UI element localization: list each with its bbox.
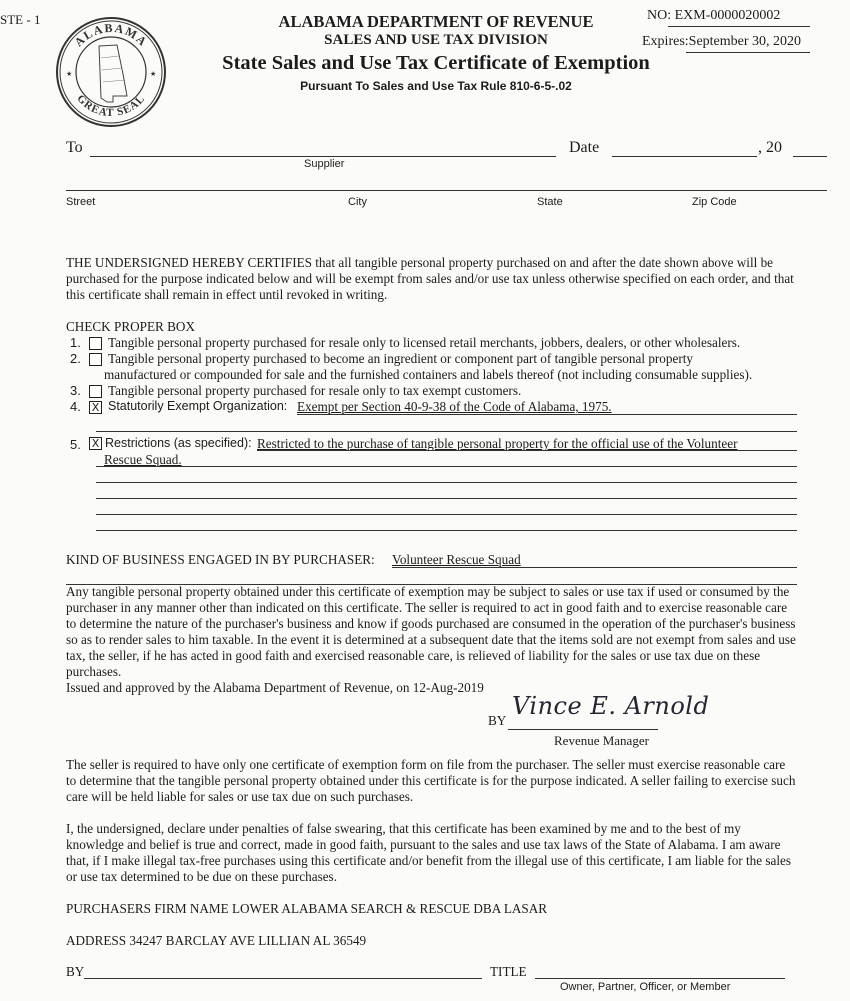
title-caption: Owner, Partner, Officer, or Member bbox=[560, 981, 731, 993]
svg-text:ALABAMA: ALABAMA bbox=[71, 20, 151, 50]
purchaser-signature-field[interactable] bbox=[84, 978, 482, 979]
option-5-number: 5. bbox=[70, 437, 81, 452]
option-2-text: Tangible personal property purchased to become an ingredient or component part of tangible personal property bbox=[108, 351, 693, 366]
option-4-text: Statutorily Exempt Organization: bbox=[108, 399, 288, 413]
option-4-fill: Exempt per Section 40-9-38 of the Code of Alabama, 1975. bbox=[297, 399, 612, 414]
false-swearing-declaration: I, the undersigned, declare under penalties of false swearing, that this certificate has been examined by me and to the best of my knowledge and belief is true and correct, made in good faith, pursuant to the sales and use tax laws of the State of Alabama. I am aware that, if I make illegal tax-free purchases using this certificate and/or benefit from the illegal use of this certificate, I am liable for the sales or use tax determined to be due on these purchases. bbox=[66, 821, 792, 884]
purchaser-firm: PURCHASERS FIRM NAME LOWER ALABAMA SEARCH & RESCUE DBA LASAR bbox=[66, 901, 548, 916]
zip-caption: Zip Code bbox=[692, 196, 737, 208]
option-1-text: Tangible personal property purchased for resale only to licensed retail merchants, jobbers, dealers, or other wholesalers. bbox=[108, 335, 741, 350]
option-3-text: Tangible personal property purchased for resale only to tax exempt customers. bbox=[108, 383, 522, 398]
business-label: KIND OF BUSINESS ENGAGED IN BY PURCHASER: bbox=[66, 552, 375, 567]
option-5-fill: Restricted to the purchase of tangible personal property for the official use of the Volunteer bbox=[257, 436, 738, 451]
supplier-field[interactable] bbox=[90, 156, 556, 157]
certificate-number: NO: EXM-0000020002 bbox=[647, 8, 781, 23]
liability-notice: Any tangible personal property obtained under this certificate of exemption may be subject to sales or use tax if used or consumed by the purchaser in any manner other than indicated on this certificate. The seller is required to act in good faith and to exercise reasonable care to determine the nature of the purchaser's business and know if goods purchased are consumed in the operation of the purchaser's business so as to render sales to him taxable. In the event it is determined at a subsequent date that the items sold are not exempt from sales and use tax, the seller, if he has acted in good faith and exercised reasonable care, is relieved of liability for the sales or use tax due on these purchases. bbox=[66, 584, 796, 679]
department-name: ALABAMA DEPARTMENT OF REVENUE bbox=[278, 12, 594, 31]
check-heading: CHECK PROPER BOX bbox=[66, 319, 195, 334]
svg-text:GREAT SEAL: GREAT SEAL bbox=[74, 92, 148, 120]
signature-by-label: BY bbox=[488, 713, 507, 728]
option-2-text-continued: manufactured or compounded for sale and the furnished containers and labels thereof (not including consumable supplies). bbox=[104, 367, 753, 382]
purchaser-by-label: BY bbox=[66, 964, 85, 979]
date-field[interactable] bbox=[612, 156, 757, 157]
svg-text:★: ★ bbox=[66, 70, 73, 78]
option-5-fill-continued: Rescue Squad. bbox=[104, 452, 182, 467]
division-name: SALES AND USE TAX DIVISION bbox=[324, 32, 548, 48]
option-1-number: 1. bbox=[70, 335, 81, 350]
option-3-checkbox[interactable] bbox=[89, 385, 102, 398]
option-3-number: 3. bbox=[70, 383, 81, 398]
purchaser-address: ADDRESS 34247 BARCLAY AVE LILLIAN AL 36549 bbox=[66, 933, 367, 948]
year-field[interactable] bbox=[793, 156, 827, 157]
option-2-number: 2. bbox=[70, 351, 81, 366]
form-id: STE - 1 bbox=[0, 12, 41, 27]
state-caption: State bbox=[537, 196, 563, 208]
signature: Vince E. Arnold bbox=[512, 692, 710, 720]
option-4-number: 4. bbox=[70, 399, 81, 414]
certification-text: THE UNDERSIGNED HEREBY CERTIFIES that all tangible personal property purchased on and after the date shown above will be purchased for the purpose indicated below and will be exempt from sales and/or use tax unless otherwise specified on each order, and that this certificate shall remain in effect until revoked in writing. bbox=[66, 255, 794, 302]
option-1-checkbox[interactable] bbox=[89, 337, 102, 350]
street-caption: Street bbox=[66, 196, 96, 208]
year-prefix: , 20 bbox=[758, 139, 782, 156]
svg-text:★: ★ bbox=[150, 70, 157, 78]
option-4-checkbox[interactable]: X bbox=[89, 401, 102, 414]
signer-title: Revenue Manager bbox=[554, 733, 649, 748]
city-caption: City bbox=[348, 196, 367, 208]
seller-requirement: The seller is required to have only one certificate of exemption form on file from the purchaser. The seller must exercise reasonable care to determine that the tangible personal property obtained under this certificate is for the purpose indicated. A seller failing to exercise such care will be held liable for sales or use tax due on such purchases. bbox=[66, 757, 796, 804]
purchaser-title-field[interactable] bbox=[535, 978, 785, 979]
form-title: State Sales and Use Tax Certificate of Exemption bbox=[222, 52, 650, 74]
issued-statement: Issued and approved by the Alabama Department of Revenue, on 12-Aug-2019 bbox=[66, 680, 484, 695]
address-line[interactable] bbox=[66, 190, 827, 191]
expiration-date: Expires:September 30, 2020 bbox=[642, 34, 802, 49]
supplier-caption: Supplier bbox=[304, 158, 345, 170]
option-2-checkbox[interactable] bbox=[89, 353, 102, 366]
date-label: Date bbox=[569, 139, 600, 156]
option-5-text: Restrictions (as specified): bbox=[105, 436, 252, 450]
option-5-checkbox[interactable]: X bbox=[89, 437, 102, 450]
to-label: To bbox=[66, 139, 83, 156]
business-value: Volunteer Rescue Squad bbox=[392, 552, 521, 567]
title-label: TITLE bbox=[490, 964, 527, 979]
rule-reference: Pursuant To Sales and Use Tax Rule 810-6-5-.02 bbox=[300, 79, 572, 93]
